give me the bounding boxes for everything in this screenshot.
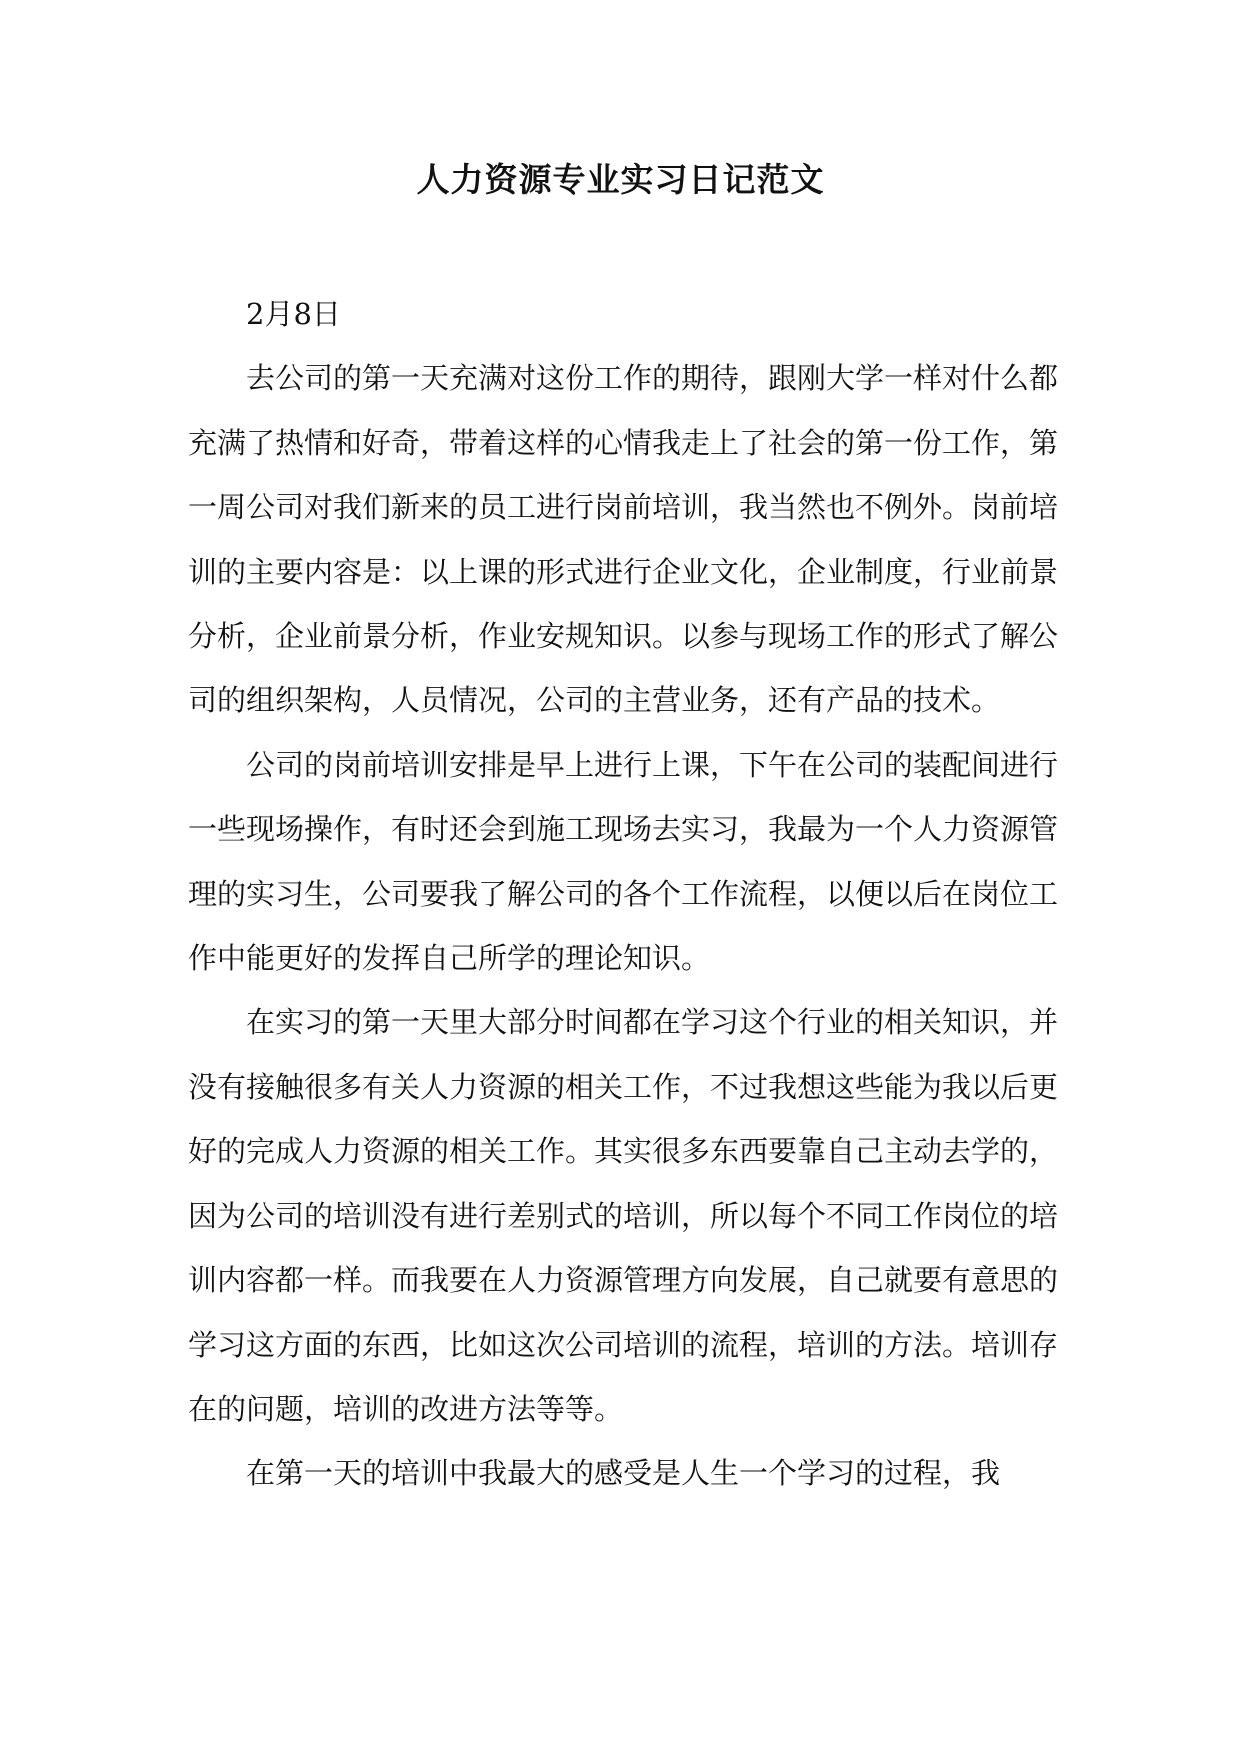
document-title: 人力资源专业实习日记范文 [416, 160, 825, 199]
paragraph-3: 在实习的第一天里大部分时间都在学习这个行业的相关知识，并没有接触很多有关人力资源的相关工作，不过我想这些能为我以后更好的完成人力资源的相关工作。其实很多东西要靠自己主动去学的，因为公司的培训没有进行差别式的培训，所以每个不同工作岗位的培训内容都一样。而我要在人力资源管理方向发展，自己就要有意思的学习这方面的东西，比如这次公司培训的流程，培训的方法。培训存在的问题，培训的改进方法等等。 [188, 1005, 1059, 1426]
diary-date: 2月8日 [246, 297, 341, 331]
paragraph-2: 公司的岗前培训安排是早上进行上课，下午在公司的装配间进行一些现场操作，有时还会到施工现场去实习，我最为一个人力资源管理的实习生，公司要我了解公司的各个工作流程，以便以后在岗位工作中能更好的发挥自己所学的理论知识。 [188, 747, 1059, 976]
document-body [188, 282, 1058, 1506]
paragraph-4: 在第一天的培训中我最大的感受是人生一个学习的过程，我 [246, 1456, 1001, 1491]
paragraph-1: 去公司的第一天充满对这份工作的期待，跟刚大学一样对什么都充满了热情和好奇，带着这样的心情我走上了社会的第一份工作，第一周公司对我们新来的员工进行岗前培训，我当然也不例外。岗前培训的主要内容是：以上课的形式进行企业文化，企业制度，行业前景分析，企业前景分析，作业安规知识。以参与现场工作的形式了解公司的组织架构，人员情况，公司的主营业务，还有产品的技术。 [188, 361, 1059, 718]
